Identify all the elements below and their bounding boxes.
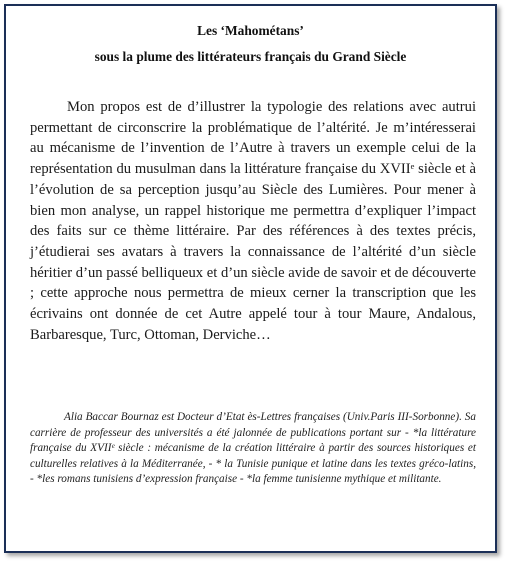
abstract-paragraph: Mon propos est de d’illustrer la typologie des relations avec autrui permettant de circonscrire la problématique de l’altérité. Je m’intéresserai au mécanisme de l’invention de l’Autre à travers un exemple celui de la représentation du musulman dans la littérature française du XVIIᵉ siècle et à l’évolution de sa perception jusqu’au Siècle des Lumières. Pour mener à bien mon analyse, un rappel historique me permettra d’expliquer l’impact des faits sur ce thème littéraire. Par des références à des textes précis, j’étudierai ses avatars à travers la connaissance de l’altérité d’un siècle héritier d’un passé belliqueux et d’un siècle avide de savoir et de découverte ; cette approche nous permettra de mieux cerner la transcription que les écrivains ont donnée de cet Autre appelé tour à tour Maure, Andalous, Barbaresque, Turc, Ottoman, Derviche… (30, 99, 476, 343)
title-line-2: sous la plume des littérateurs français du Grand Siècle (94, 49, 407, 64)
title-line-1: Les ‘Mahométans’ (197, 23, 304, 38)
author-bio: Alia Baccar Bournaz est Docteur d’Etat ès-Lettres françaises (Univ.Paris III-Sorbonne). Sa carrière de professeur des universités a été jalonnée de publications portant sur - *la littérature française du XVIIᵉ siècle : mécanisme de la création littéraire à partir des sources historiques et culturelles relatives à la Méditerranée, - * la Tunisie punique et latine dans les textes gréco-latins, - *les romans tunisiens d’expression française - *la femme tunisienne mythique et militante. (30, 411, 476, 486)
document-frame (4, 4, 497, 553)
